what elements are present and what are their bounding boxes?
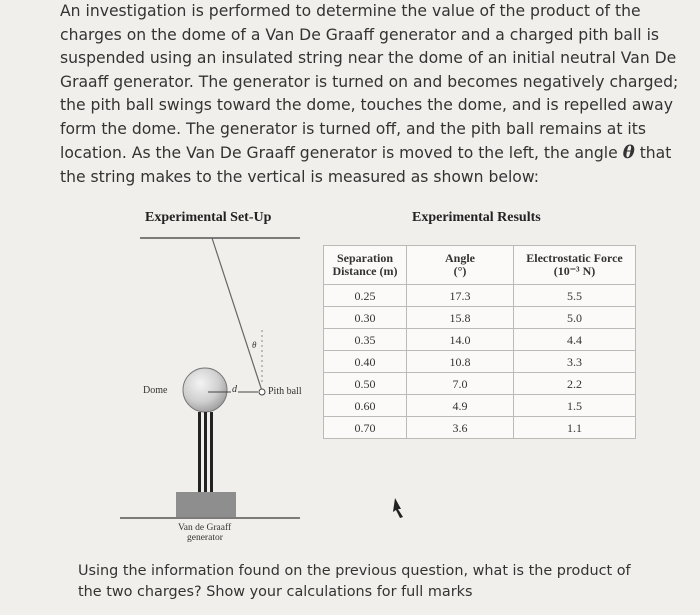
- table-row: [324, 285, 636, 307]
- generator-base: [176, 492, 236, 517]
- cell-distance: 0.25: [324, 285, 407, 307]
- header-angle: [407, 246, 514, 285]
- column-right: [210, 412, 213, 492]
- header-distance-line1: Separation: [336, 251, 393, 265]
- angle-label: θ: [252, 340, 257, 350]
- cell-angle: 17.3: [407, 285, 514, 307]
- header-angle-line1: Angle: [445, 251, 475, 265]
- header-force: [514, 246, 636, 285]
- table-row: [324, 307, 636, 329]
- table-row: [324, 395, 636, 417]
- theta-symbol: θ: [622, 142, 635, 163]
- pith-ball-label: Pith ball: [268, 386, 302, 397]
- cell-force: 3.3: [514, 351, 636, 373]
- mouse-cursor-icon: [393, 498, 403, 518]
- cell-force: 1.5: [514, 395, 636, 417]
- cell-angle: 3.6: [407, 417, 514, 439]
- pith-ball: [259, 389, 265, 395]
- generator-label-line2: generator: [187, 533, 223, 543]
- paragraph-part1: An investigation is performed to determine the value of the product of the charges on the dome of a Van De Graaff generator and a charged pith ball is suspended using an insulated string near the dome of an initial neutral Van De Graaff generator. The generator is turned on and becomes negatively charged; the pith ball swings toward the dome, touches the dome, and is repelled away form the dome. The generator is turned off, and the pith ball remains at its location. As the Van De Graaff generator is moved to the left, the angle: [60, 2, 679, 162]
- column-left: [198, 412, 201, 492]
- results-table: [323, 245, 636, 439]
- cell-distance: 0.35: [324, 329, 407, 351]
- results-title: Experimental Results: [412, 210, 541, 225]
- setup-title: Experimental Set-Up: [145, 210, 272, 225]
- column-mid: [204, 412, 207, 492]
- cell-force: 4.4: [514, 329, 636, 351]
- pith-string: [212, 238, 262, 391]
- cell-distance: 0.60: [324, 395, 407, 417]
- dome-sphere: [183, 368, 227, 412]
- cell-distance: 0.70: [324, 417, 407, 439]
- header-angle-line2: (°): [453, 264, 467, 278]
- cell-angle: 14.0: [407, 329, 514, 351]
- cell-force: 5.5: [514, 285, 636, 307]
- question-text: Using the information found on the previous question, what is the product of the two charges? Show your calculations for full marks: [78, 563, 631, 600]
- dome-label: Dome: [143, 385, 168, 396]
- header-force-line1: Electrostatic Force: [526, 251, 623, 265]
- cell-force: 1.1: [514, 417, 636, 439]
- cell-distance: 0.30: [324, 307, 407, 329]
- cell-distance: 0.50: [324, 373, 407, 395]
- header-distance: [324, 246, 407, 285]
- table-row: [324, 373, 636, 395]
- generator-label-line1: Van de Graaff: [178, 523, 232, 533]
- paragraph-part2: that the string makes to the vertical is measured as shown below:: [60, 144, 672, 186]
- distance-label: d: [232, 384, 237, 395]
- cell-force: 2.2: [514, 373, 636, 395]
- cell-angle: 7.0: [407, 373, 514, 395]
- cell-angle: 15.8: [407, 307, 514, 329]
- header-force-line2: (10⁻³ N): [553, 264, 596, 278]
- header-row: [324, 246, 636, 285]
- cell-distance: 0.40: [324, 351, 407, 373]
- cell-force: 5.0: [514, 307, 636, 329]
- cell-angle: 10.8: [407, 351, 514, 373]
- table-row: [324, 329, 636, 351]
- table-row: [324, 351, 636, 373]
- header-distance-line2: Distance (m): [332, 264, 398, 278]
- cell-angle: 4.9: [407, 395, 514, 417]
- table-row: [324, 417, 636, 439]
